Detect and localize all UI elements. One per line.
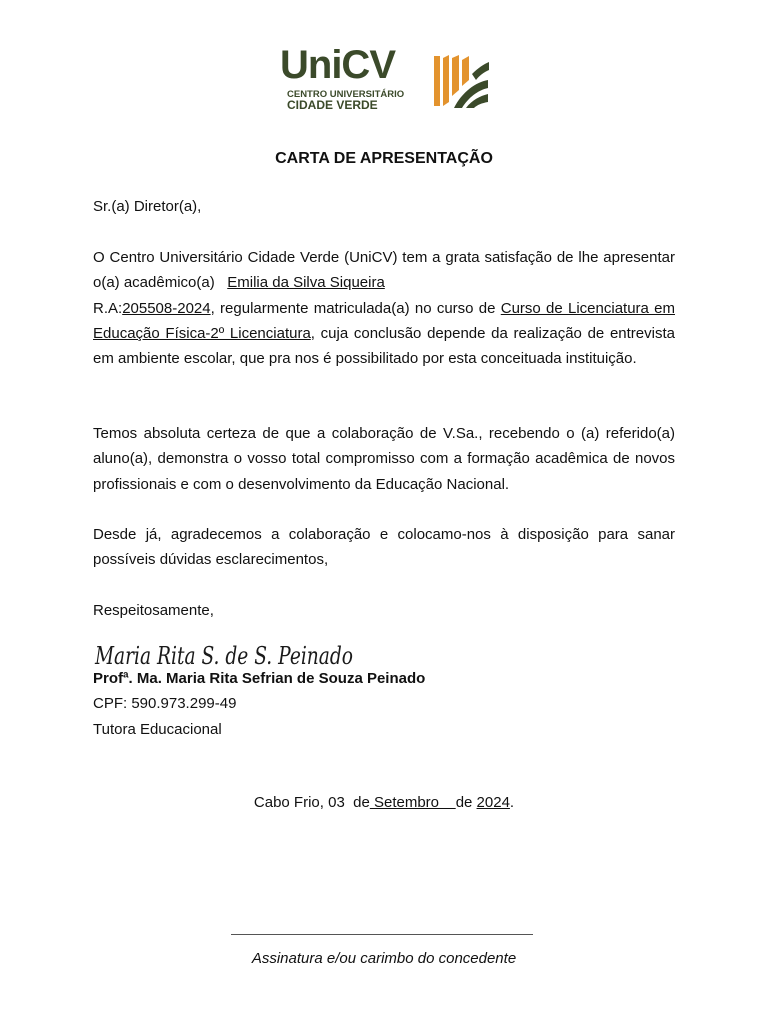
paragraph-commitment: Temos absoluta certeza de que a colaboração de V.Sa., recebendo o (a) referido(a) aluno(a), demonstra o vosso total compromisso com a formação acadêmica de novos profissionais e com o desenvolvimento da Educação Nacional. (93, 425, 675, 493)
logo-name: UniCV (280, 43, 395, 87)
signer-cpf: CPF: 590.973.299-49 (93, 695, 237, 713)
logo-line-2: CIDADE VERDE (287, 98, 378, 112)
signature-caption: Assinatura e/ou carimbo do concedente (251, 950, 517, 967)
signer-block (93, 666, 425, 742)
date-suffix: . (509, 794, 515, 811)
page-title: CARTA DE APRESENTAÇÃO (275, 150, 493, 167)
ra-value: 205508-2024 (122, 299, 211, 317)
date-middle: de (455, 794, 477, 811)
closing: Respeitosamente, (93, 602, 214, 619)
signer-role: Tutora Educacional (93, 720, 222, 738)
ra-label: R.A: (93, 299, 123, 317)
logo-line-1: CENTRO UNIVERSITÁRIO (287, 89, 405, 100)
leaf-emblem-icon (432, 52, 490, 110)
signer-name: Profª. Ma. Maria Rita Sefrian de Souza Peinado (93, 670, 426, 687)
student-name: Emilia da Silva Siqueira (227, 274, 385, 292)
date-year: 2024 (476, 794, 510, 811)
unicv-logo (280, 43, 492, 114)
enrollment-text: , regularmente matriculada(a) no curso de (210, 299, 501, 317)
salutation: Sr.(a) Diretor(a), (93, 198, 202, 215)
paragraph-thanks: Desde já, agradecemos a colaboração e colocamo-nos à disposição para sanar possíveis dúvidas esclarecimentos, (93, 526, 675, 569)
intro-text: O Centro Universitário Cidade Verde (UniCV) tem a grata satisfação de lhe apresentar o(a) acadêmico(a) (93, 249, 675, 292)
date-prefix: Cabo Frio, 03 de (253, 794, 370, 811)
intro-ending: , cuja conclusão depende da realização de entrevista em ambiente escolar, que pra nos é possibilitado por esta conceituada instituição. (93, 324, 675, 368)
course-name: Curso de Licenciatura em Educação Física-2º Licenciatura (93, 299, 675, 342)
paragraph-intro (93, 245, 675, 371)
date-month: Setembro (369, 794, 456, 811)
svg-text:Maria Rita S. de S. Peinado: Maria Rita S. de S. Peinado (94, 642, 353, 670)
signature-line (231, 934, 533, 935)
date-line (0, 792, 768, 814)
